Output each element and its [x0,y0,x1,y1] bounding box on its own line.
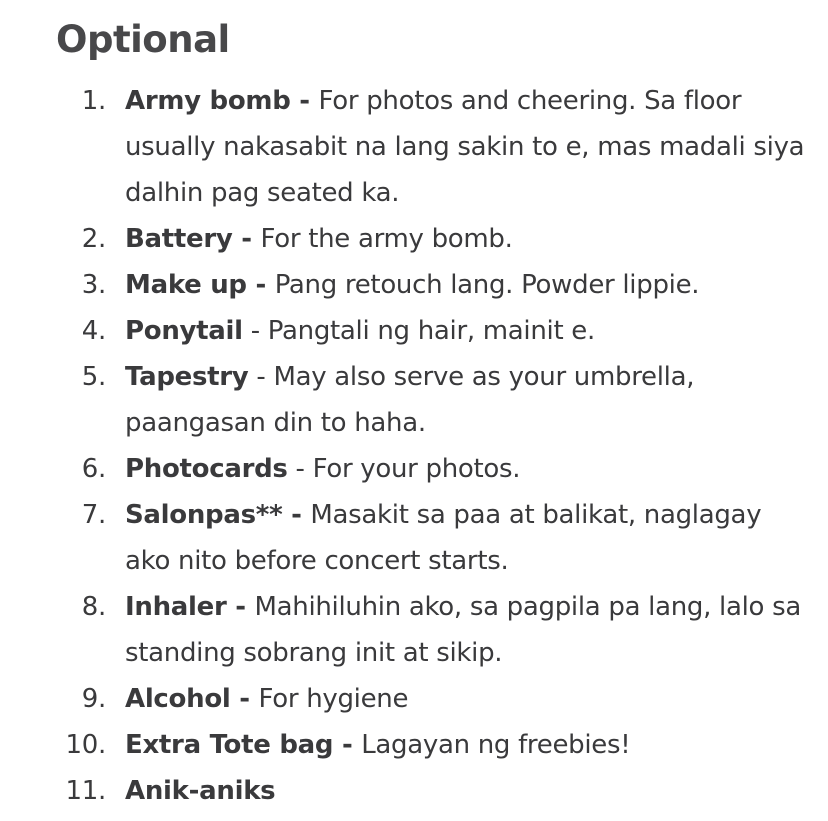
list-item [0,676,828,722]
item-number: 8. [81,592,106,622]
item-term: Inhaler [125,592,227,622]
item-separator: - [226,592,255,622]
list-item [0,492,828,584]
optional-items-list [0,78,828,814]
item-number: 7. [81,500,106,530]
item-description: For your photos. [312,454,521,484]
item-number: 5. [81,362,106,392]
item-term: Anik-aniks [125,776,276,806]
item-separator: - [230,684,259,714]
item-term: Alcohol [125,684,231,714]
item-description: Masakit sa paa at balikat, naglagay ako nito before concert starts. [125,500,762,576]
item-term: Tapestry [125,362,249,392]
item-separator: - [287,454,313,484]
item-separator: - [232,224,261,254]
item-description: For photos and cheering. Sa floor usually nakasabit na lang sakin to e, mas madali siya dalhin pag seated ka. [125,86,805,208]
list-item [0,584,828,676]
item-number: 2. [81,224,106,254]
item-number: 4. [81,316,106,346]
list-item [0,722,828,768]
item-separator: - [290,86,319,116]
item-description: Mahihiluhin ako, sa pagpila pa lang, lalo sa standing sobrang init at sikip. [125,592,801,668]
item-term: Battery [125,224,233,254]
item-description: Lagayan ng freebies! [361,730,631,760]
list-item [0,308,828,354]
item-term: Army bomb [125,86,291,116]
item-separator: - [246,270,275,300]
item-number: 10. [65,730,106,760]
item-separator: - [282,500,311,530]
item-description: Pang retouch lang. Powder lippie. [274,270,700,300]
item-number: 3. [81,270,106,300]
item-description: For hygiene [258,684,409,714]
list-item [0,216,828,262]
item-term: Make up [125,270,247,300]
item-term: Salonpas** [125,500,283,530]
item-number: 1. [81,86,106,116]
item-term: Photocards [125,454,288,484]
item-term: Ponytail [125,316,243,346]
item-separator: - [248,362,274,392]
list-item [0,354,828,446]
list-item [0,446,828,492]
section-heading: Optional [56,18,230,61]
list-item [0,262,828,308]
list-item [0,78,828,216]
item-description: For the army bomb. [260,224,513,254]
item-separator: - [333,730,362,760]
item-number: 9. [81,684,106,714]
item-description: May also serve as your umbrella, paangasan din to haha. [125,362,695,438]
list-item [0,768,828,814]
item-number: 11. [65,776,106,806]
item-number: 6. [81,454,106,484]
item-term: Extra Tote bag [125,730,334,760]
item-separator: - [242,316,268,346]
item-description: Pangtali ng hair, mainit e. [267,316,595,346]
